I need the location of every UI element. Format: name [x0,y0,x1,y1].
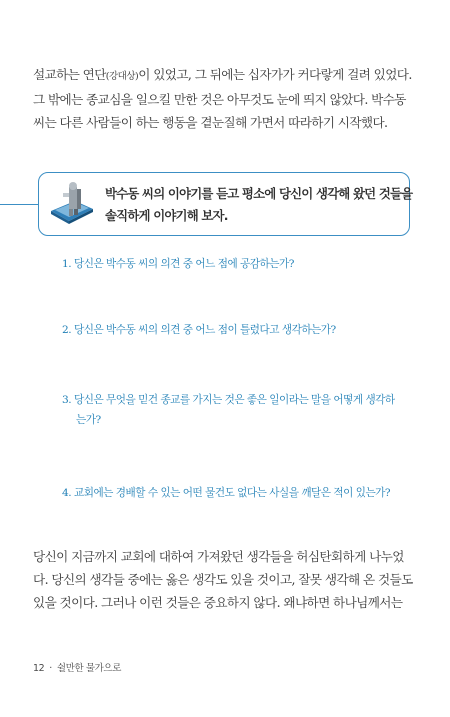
closing-line: 있을 것이다. 그러나 이런 것들은 중요하지 않다. 왜냐하면 하나님께서는 [33,595,403,610]
closing-line: 당신이 지금까지 교회에 대하여 가져왔던 생각들을 허심탄회하게 나누었 [33,549,404,564]
book-title: 쉴만한 물가으로 [56,663,121,674]
book-with-figure-icon [49,181,95,225]
discussion-question [62,254,402,274]
discussion-callout [38,172,413,236]
page-footer [33,660,121,674]
callout-line: 박수동 씨의 이야기를 듣고 평소에 당신이 생각해 왔던 것들을 [105,186,413,201]
question-line: 4. 교회에는 경배할 수 있는 어떤 물건도 없다는 사실을 깨달은 적이 있는가? [62,487,391,499]
closing-line: 다. 당신의 생각들 중에는 옳은 생각도 있을 것이고, 잘못 생각해 온 것들도 [33,572,413,587]
intro-line: 그 밖에는 종교심을 일으킬 만한 것은 아무것도 눈에 띄지 않았다. 박수동 [33,92,406,107]
discussion-question [62,320,402,340]
discussion-question [62,483,402,503]
footer-separator: · [49,663,52,674]
closing-paragraph [33,545,413,614]
intro-annotation: (강대상) [105,71,139,82]
intro-line: 씨는 다른 사람들이 하는 행동을 곁눈질해 가면서 따라하기 시작했다. [33,115,388,130]
question-line: 는가? [76,414,101,426]
callout-line: 솔직하게 이야기해 보자. [105,208,228,223]
callout-text [105,183,413,227]
discussion-question [62,390,402,430]
page-number: 12 [33,663,45,674]
intro-paragraph [33,63,413,134]
intro-line: 설교하는 연단(강대상)이 있었고, 그 뒤에는 십자가가 커다랗게 걸려 있었다. [33,67,412,82]
question-line: 3. 당신은 무엇을 믿건 종교를 가지는 것은 좋은 일이라는 말을 어떻게 생각하 [62,394,395,406]
question-line: 2. 당신은 박수동 씨의 의견 중 어느 점이 틀렸다고 생각하는가? [62,324,336,336]
callout-lead-rule [0,204,40,205]
question-line: 1. 당신은 박수동 씨의 의견 중 어느 점에 공감하는가? [62,258,294,270]
